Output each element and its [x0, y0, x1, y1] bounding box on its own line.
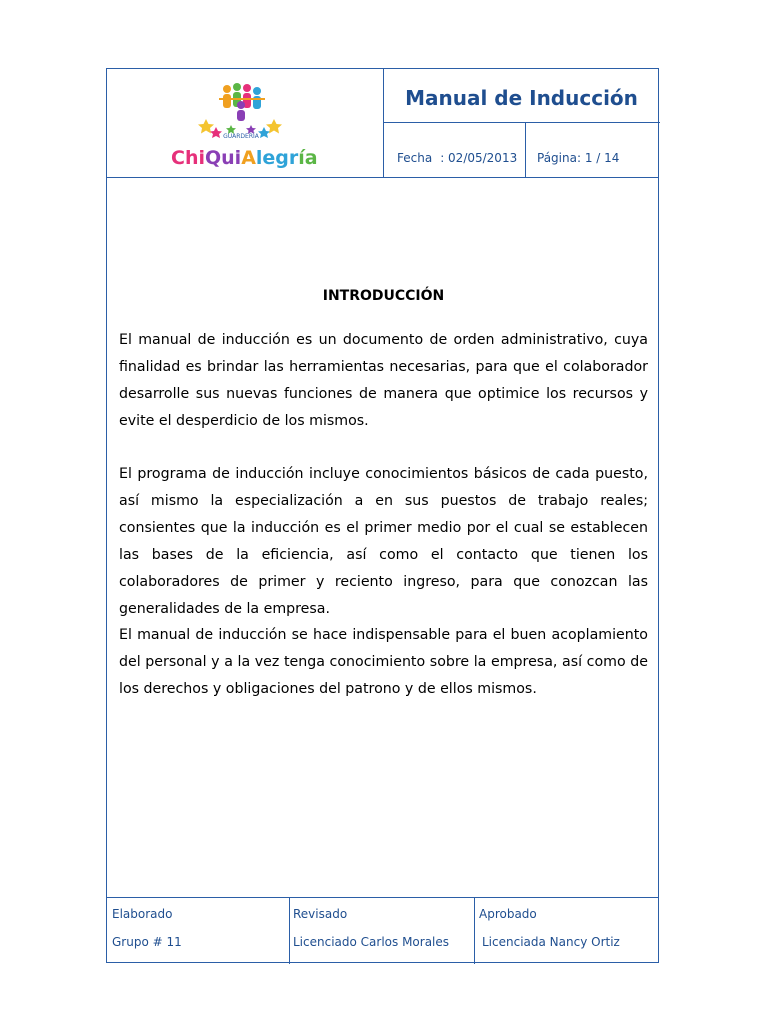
footer-label-elaborado: Elaborado: [112, 907, 173, 921]
logo-wordmark-part: legr: [255, 147, 299, 169]
logo-wordmark-part: A: [241, 147, 256, 169]
logo-subtitle: GUARDERÍA: [223, 133, 259, 140]
date-field: [397, 151, 517, 165]
footer-label-aprobado: Aprobado: [479, 907, 537, 921]
logo-wordmark-part: Qui: [204, 147, 242, 169]
footer-top-rule: [107, 897, 658, 898]
logo-wordmark-part: Chi: [171, 147, 205, 169]
paragraph: El manual de inducción se hace indispensable para el buen acoplamiento del personal y a la vez tenga conocimiento sobre la empresa, así como de los derechos y obligaciones del patrono y de ellos mismos.: [119, 627, 648, 697]
header-page-divider: [525, 122, 526, 177]
logo-wordmark: [171, 147, 318, 169]
header-title-rule: [383, 122, 660, 123]
logo-wordmark-part: ía: [298, 147, 318, 169]
paragraph: El programa de inducción incluye conocimientos básicos de cada puesto, así mismo la especialización a en sus puestos de trabajo reales; consientes que la inducción es el primer medio por el cual se establecen las bases de la eficiencia, así como el contacto que tienen los colaboradores de primer y reciento ingreso, para que conozcan las generalidades de la empresa.: [119, 466, 648, 617]
document-title: Manual de Inducción: [405, 86, 638, 110]
date-value: : 02/05/2013: [440, 151, 518, 165]
section-heading: INTRODUCCIÓN: [322, 288, 445, 304]
footer-value-revisado: Licenciado Carlos Morales: [293, 935, 450, 949]
date-label: Fecha: [397, 151, 433, 165]
footer-label-revisado: Revisado: [293, 907, 348, 921]
chiquialegria-logo: [171, 81, 318, 169]
footer-divider: [289, 897, 290, 964]
footer-value-elaborado: Grupo # 11: [112, 935, 182, 949]
footer-value-aprobado: Licenciada Nancy Ortiz: [482, 935, 620, 949]
footer-divider: [474, 897, 475, 964]
document-frame: [106, 68, 659, 963]
paragraph: El manual de inducción es un documento de orden administrativo, cuya finalidad es brindar las herramientas necesarias, para que el colaborador desarrolle sus nuevas funciones de manera que optimice los recursos y evite el desperdicio de los mismos.: [119, 332, 648, 429]
header-bottom-rule: [107, 177, 658, 178]
children-stars-logo-icon: [171, 81, 311, 141]
page-number: Página: 1 / 14: [537, 151, 620, 165]
